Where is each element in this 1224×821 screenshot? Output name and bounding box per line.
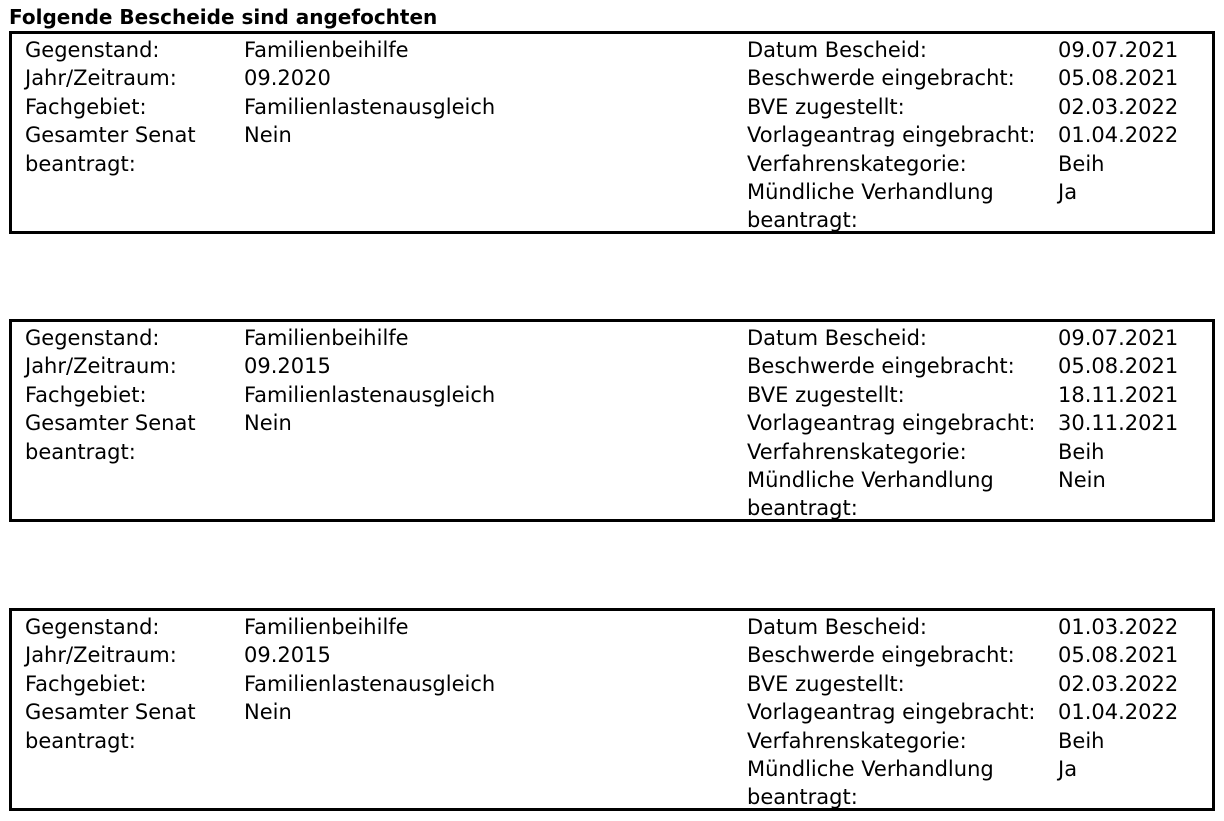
label-verfahrenskategorie: Verfahrenskategorie: — [747, 728, 967, 753]
label-datum-bescheid: Datum Bescheid: — [747, 326, 927, 350]
label-jahr-zeitraum: Jahr/Zeitraum: — [25, 354, 177, 379]
label-vorlageantrag-eingebracht: Vorlageantrag eingebracht: — [747, 411, 1036, 436]
value-verfahrenskategorie: Beih — [1058, 728, 1105, 753]
value-datum-bescheid: 09.07.2021 — [1058, 326, 1179, 350]
value-gegenstand: Familienbeihilfe — [244, 38, 409, 62]
label-beschwerde-eingebracht: Beschwerde eingebracht: — [747, 354, 1015, 379]
value-vorlageantrag-eingebracht: 01.04.2022 — [1058, 123, 1179, 148]
label-gesamter-senat: Gesamter Senat beantragt: — [25, 123, 196, 176]
bescheid-box — [9, 31, 1215, 234]
label-vorlageantrag-eingebracht: Vorlageantrag eingebracht: — [747, 123, 1036, 148]
value-gesamter-senat: Nein — [244, 700, 292, 725]
value-fachgebiet: Familienlastenausgleich — [244, 382, 496, 407]
value-bve-zugestellt: 18.11.2021 — [1058, 382, 1179, 407]
label-muendliche-verhandlung: Mündliche Verhandlung beantragt: — [747, 757, 994, 810]
label-gesamter-senat: Gesamter Senat beantragt: — [25, 411, 196, 464]
value-gegenstand: Familienbeihilfe — [244, 615, 409, 639]
section-heading: Folgende Bescheide sind angefochten — [9, 5, 438, 29]
label-beschwerde-eingebracht: Beschwerde eingebracht: — [747, 66, 1015, 91]
value-verfahrenskategorie: Beih — [1058, 439, 1105, 464]
label-muendliche-verhandlung: Mündliche Verhandlung beantragt: — [747, 468, 994, 521]
value-gesamter-senat: Nein — [244, 123, 292, 148]
label-verfahrenskategorie: Verfahrenskategorie: — [747, 439, 967, 464]
value-jahr-zeitraum: 09.2015 — [244, 643, 331, 668]
value-datum-bescheid: 09.07.2021 — [1058, 38, 1179, 62]
label-jahr-zeitraum: Jahr/Zeitraum: — [25, 643, 177, 668]
label-bve-zugestellt: BVE zugestellt: — [747, 671, 905, 696]
value-vorlageantrag-eingebracht: 01.04.2022 — [1058, 700, 1179, 725]
label-gegenstand: Gegenstand: — [25, 38, 160, 62]
value-gesamter-senat: Nein — [244, 411, 292, 436]
label-verfahrenskategorie: Verfahrenskategorie: — [747, 151, 967, 176]
value-jahr-zeitraum: 09.2020 — [244, 66, 331, 91]
label-bve-zugestellt: BVE zugestellt: — [747, 382, 905, 407]
label-vorlageantrag-eingebracht: Vorlageantrag eingebracht: — [747, 700, 1036, 725]
value-bve-zugestellt: 02.03.2022 — [1058, 94, 1179, 119]
value-fachgebiet: Familienlastenausgleich — [244, 94, 496, 119]
label-gegenstand: Gegenstand: — [25, 615, 160, 639]
label-fachgebiet: Fachgebiet: — [25, 382, 147, 407]
value-beschwerde-eingebracht: 05.08.2021 — [1058, 643, 1179, 668]
label-beschwerde-eingebracht: Beschwerde eingebracht: — [747, 643, 1015, 668]
value-gegenstand: Familienbeihilfe — [244, 326, 409, 350]
value-beschwerde-eingebracht: 05.08.2021 — [1058, 66, 1179, 91]
label-datum-bescheid: Datum Bescheid: — [747, 615, 927, 639]
label-fachgebiet: Fachgebiet: — [25, 94, 147, 119]
label-datum-bescheid: Datum Bescheid: — [747, 38, 927, 62]
value-muendliche-verhandlung: Nein — [1058, 468, 1106, 492]
value-jahr-zeitraum: 09.2015 — [244, 354, 331, 379]
label-fachgebiet: Fachgebiet: — [25, 671, 147, 696]
label-muendliche-verhandlung: Mündliche Verhandlung beantragt: — [747, 180, 994, 233]
value-beschwerde-eingebracht: 05.08.2021 — [1058, 354, 1179, 379]
value-muendliche-verhandlung: Ja — [1058, 180, 1078, 204]
value-muendliche-verhandlung: Ja — [1058, 757, 1078, 781]
label-gesamter-senat: Gesamter Senat beantragt: — [25, 700, 196, 753]
label-bve-zugestellt: BVE zugestellt: — [747, 94, 905, 119]
value-bve-zugestellt: 02.03.2022 — [1058, 671, 1179, 696]
label-jahr-zeitraum: Jahr/Zeitraum: — [25, 66, 177, 91]
bescheid-box — [9, 608, 1215, 811]
value-datum-bescheid: 01.03.2022 — [1058, 615, 1179, 639]
label-gegenstand: Gegenstand: — [25, 326, 160, 350]
value-vorlageantrag-eingebracht: 30.11.2021 — [1058, 411, 1179, 436]
bescheid-box — [9, 319, 1215, 522]
value-verfahrenskategorie: Beih — [1058, 151, 1105, 176]
value-fachgebiet: Familienlastenausgleich — [244, 671, 496, 696]
